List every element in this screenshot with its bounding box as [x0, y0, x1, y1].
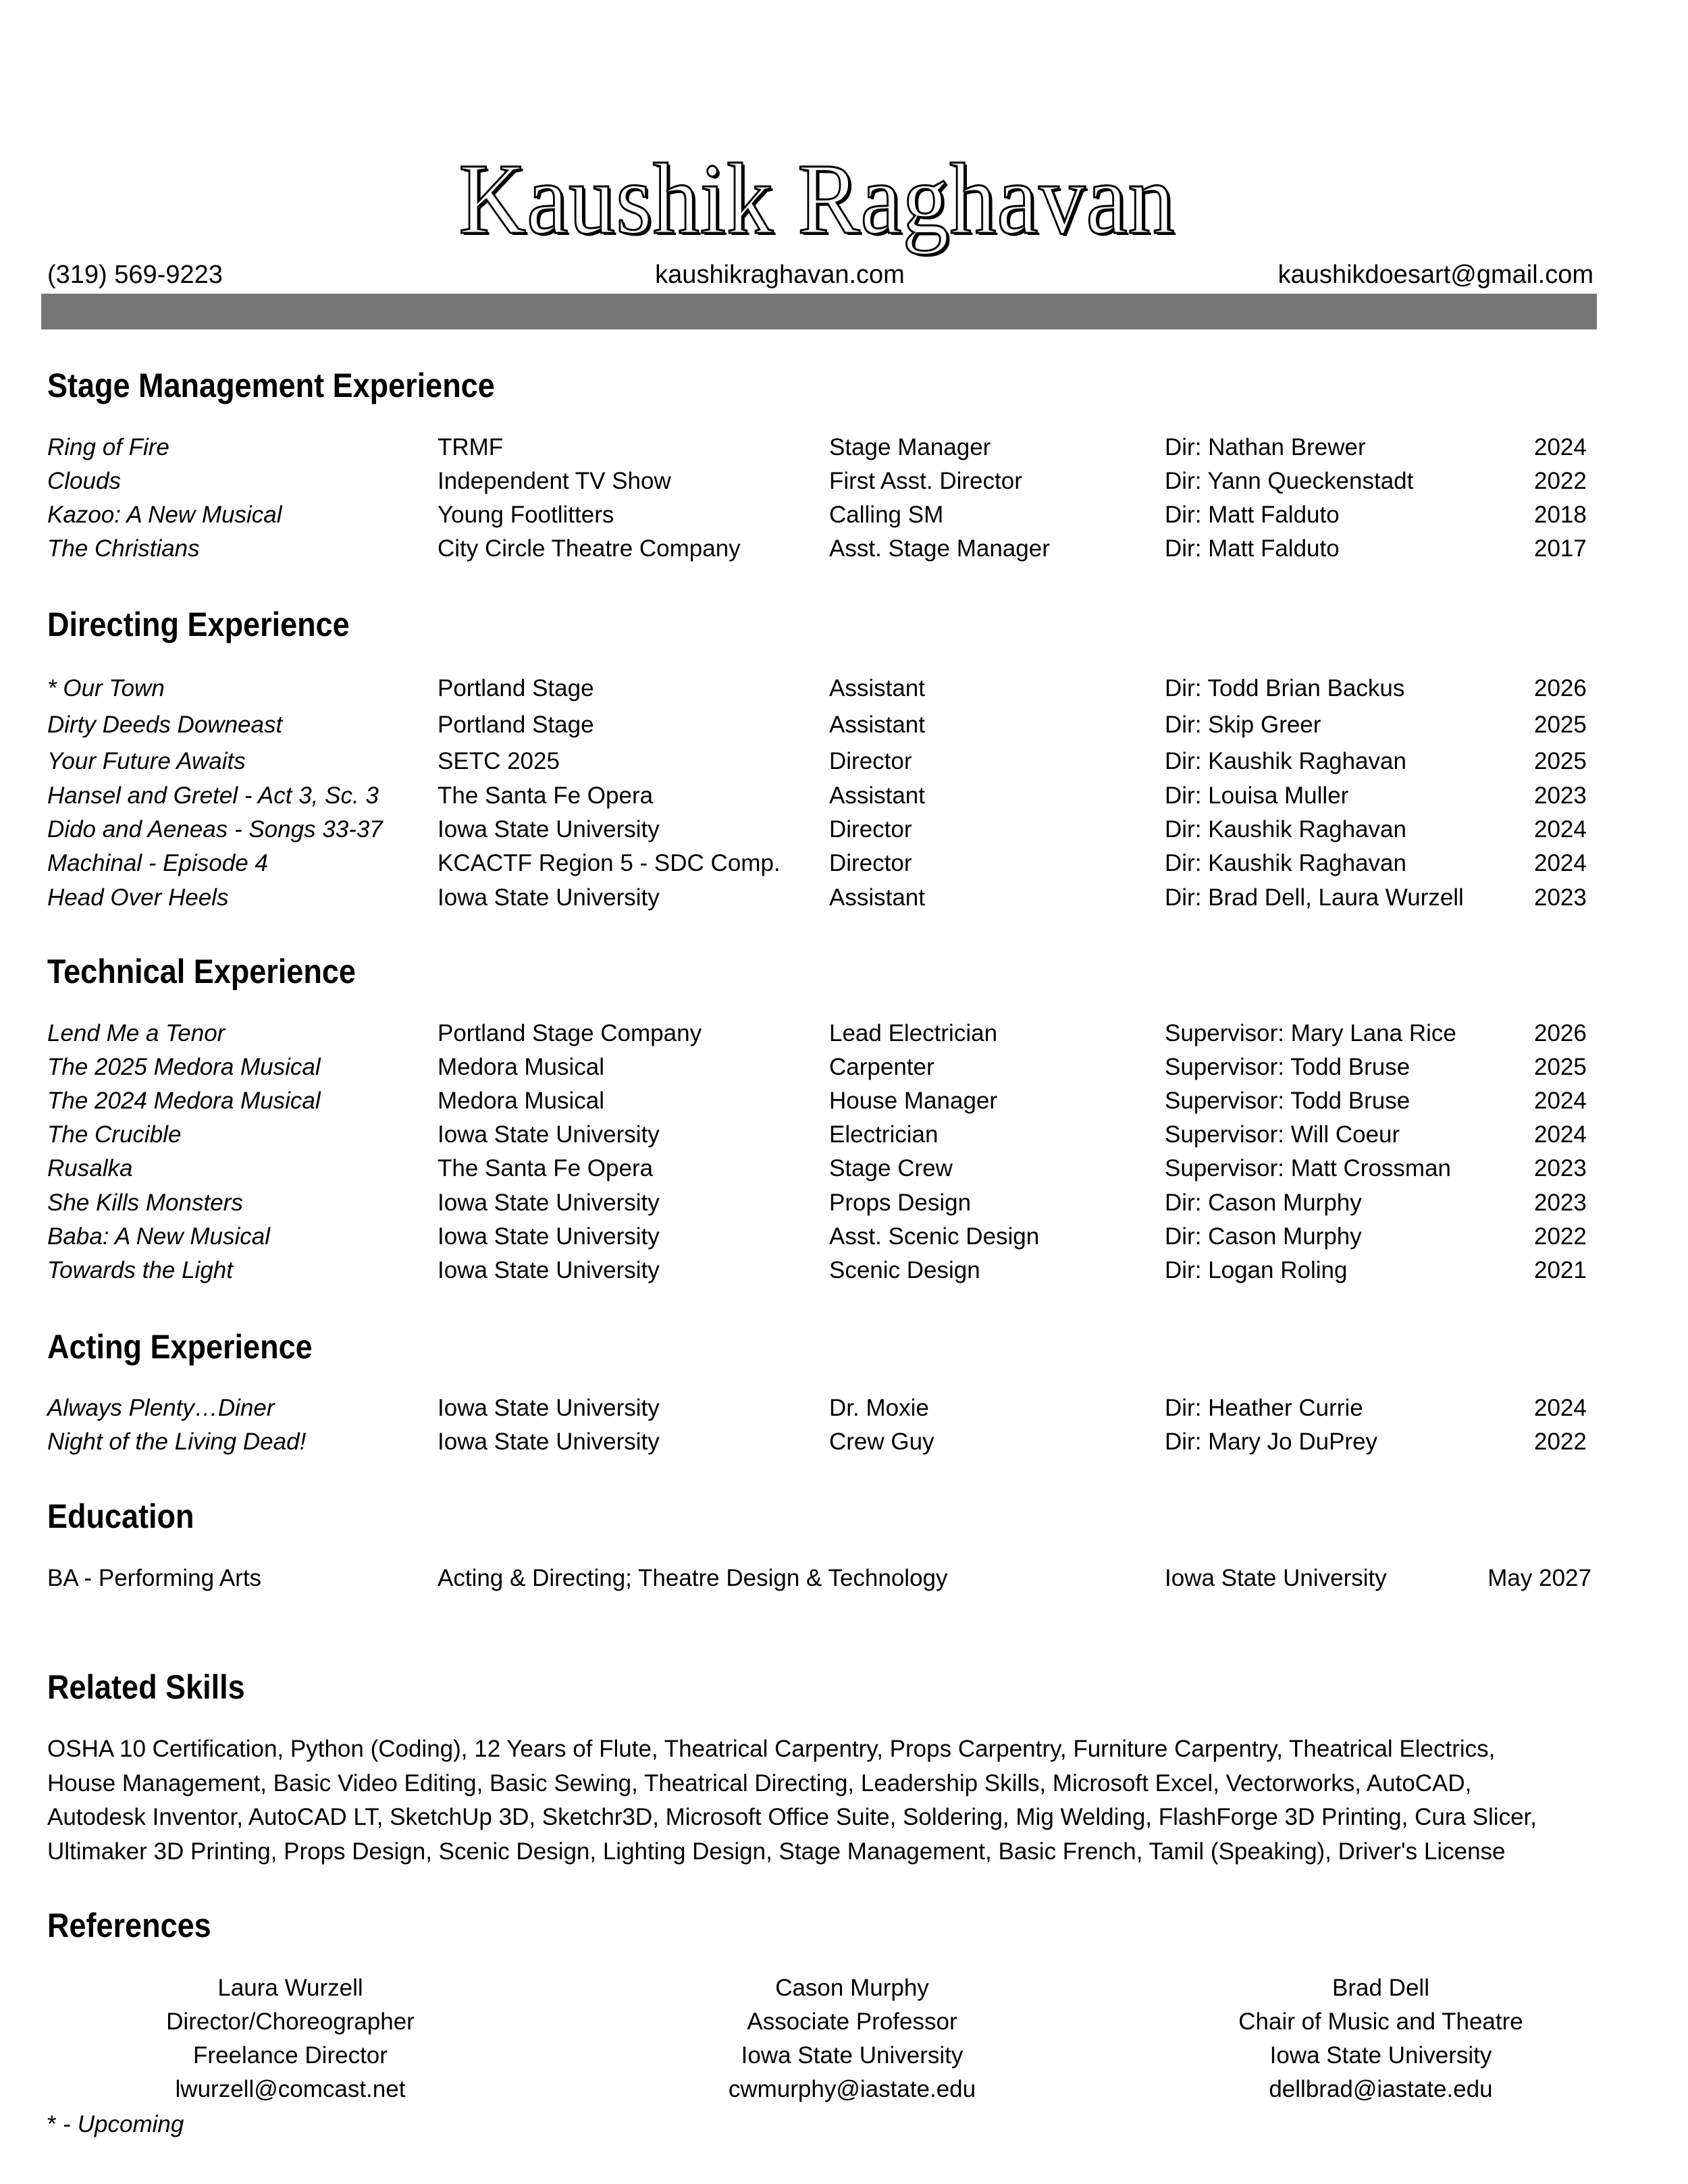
role: Electrician [829, 1121, 939, 1148]
role: Stage Crew [829, 1155, 953, 1181]
company: Iowa State University [438, 1190, 660, 1216]
year: 2026 [1534, 675, 1587, 701]
email-link[interactable]: kaushikdoesart@gmail.com [1277, 261, 1593, 289]
company: Independent TV Show [438, 468, 671, 494]
section-title-skills: Related Skills [47, 1668, 245, 1706]
production: She Kills Monsters [47, 1190, 243, 1216]
table-row [0, 498, 1688, 532]
role: Calling SM [829, 502, 944, 528]
role: Dr. Moxie [829, 1395, 929, 1421]
year: 2021 [1534, 1257, 1587, 1283]
table-row [0, 745, 1688, 778]
table-row [0, 1118, 1688, 1152]
director: Dir: Kaushik Raghavan [1165, 850, 1406, 876]
director: Dir: Nathan Brewer [1165, 434, 1366, 460]
production: Kazoo: A New Musical [47, 502, 282, 528]
reference-card [1144, 1971, 1617, 2106]
year: 2024 [1534, 1088, 1587, 1114]
role: Director [829, 850, 912, 876]
production: Machinal - Episode 4 [47, 850, 268, 876]
company: Portland Stage Company [438, 1020, 702, 1046]
website-link[interactable]: kaushikraghavan.com [655, 261, 905, 289]
director: Dir: Todd Brian Backus [1165, 675, 1405, 701]
table-row [0, 672, 1688, 705]
table-row [0, 779, 1688, 813]
production: Lend Me a Tenor [47, 1020, 226, 1046]
year: 2018 [1534, 502, 1587, 528]
contact-line [47, 258, 1593, 292]
production: Always Plenty…Diner [47, 1395, 275, 1421]
director: Dir: Logan Roling [1165, 1257, 1348, 1283]
table-row [0, 431, 1688, 464]
table-row [0, 1186, 1688, 1220]
company: Iowa State University [438, 884, 660, 911]
table-row [0, 1220, 1688, 1254]
director: Supervisor: Mary Lana Rice [1165, 1020, 1456, 1046]
role: Stage Manager [829, 434, 991, 460]
production: Ring of Fire [47, 434, 169, 460]
table-row [0, 708, 1688, 742]
director: Dir: Cason Murphy [1165, 1190, 1362, 1216]
company: Iowa State University [438, 1429, 660, 1455]
company: Portland Stage [438, 712, 594, 738]
reference-name: Laura Wurzell [217, 1975, 363, 2001]
company: KCACTF Region 5 - SDC Comp. [438, 850, 781, 876]
production: Baba: A New Musical [47, 1223, 271, 1250]
production: Hansel and Gretel - Act 3, Sc. 3 [47, 782, 379, 809]
resume-name: Kaushik Raghavan [458, 143, 1176, 255]
table-row [0, 1152, 1688, 1186]
table-row [0, 1391, 1688, 1425]
role: First Asst. Director [829, 468, 1022, 494]
director: Supervisor: Will Coeur [1165, 1121, 1400, 1148]
company: The Santa Fe Opera [438, 782, 654, 809]
year: 2023 [1534, 884, 1587, 911]
year: 2024 [1534, 816, 1587, 843]
production: Dido and Aeneas - Songs 33-37 [47, 816, 383, 843]
company: Medora Musical [438, 1054, 605, 1080]
company: SETC 2025 [438, 748, 560, 774]
focus: Acting & Directing; Theatre Design & Technology [438, 1565, 948, 1591]
production: Night of the Living Dead! [47, 1429, 307, 1455]
role: Carpenter [829, 1054, 934, 1080]
reference-org: Freelance Director [193, 2042, 388, 2069]
director: Dir: Kaushik Raghavan [1165, 748, 1406, 774]
company: Iowa State University [438, 816, 660, 843]
year: 2022 [1534, 468, 1587, 494]
skills-list [47, 1732, 1600, 1869]
reference-email[interactable]: cwmurphy@iastate.edu [728, 2076, 976, 2102]
reference-email[interactable]: dellbrad@iastate.edu [1269, 2076, 1493, 2102]
company: Iowa State University [438, 1223, 660, 1250]
production: The 2025 Medora Musical [47, 1054, 321, 1080]
table-row [0, 881, 1688, 915]
company: Iowa State University [438, 1257, 660, 1283]
director: Supervisor: Matt Crossman [1165, 1155, 1452, 1181]
company: City Circle Theatre Company [438, 535, 741, 562]
director: Dir: Heather Currie [1165, 1395, 1363, 1421]
reference-title: Chair of Music and Theatre [1238, 2008, 1523, 2035]
reference-org: Iowa State University [1269, 2042, 1492, 2069]
director: Dir: Cason Murphy [1165, 1223, 1362, 1250]
table-row [0, 1017, 1688, 1050]
year: 2023 [1534, 1190, 1587, 1216]
graduation-date: May 2027 [1487, 1565, 1591, 1591]
table-row [0, 1254, 1688, 1287]
year: 2025 [1534, 1054, 1587, 1080]
year: 2025 [1534, 748, 1587, 774]
year: 2024 [1534, 850, 1587, 876]
role: Assistant [829, 675, 925, 701]
company: TRMF [438, 434, 504, 460]
director: Dir: Mary Jo DuPrey [1165, 1429, 1378, 1455]
section-title-references: References [47, 1907, 211, 1944]
section-title-stage-management: Stage Management Experience [47, 367, 495, 404]
skills-line: House Management, Basic Video Editing, Basic Sewing, Theatrical Directing, Leadership Skills, Microsoft Excel, Vectorworks, AutoCAD, [47, 1769, 1472, 1796]
reference-name: Cason Murphy [775, 1975, 929, 2001]
role: Lead Electrician [829, 1020, 998, 1046]
production: The 2024 Medora Musical [47, 1088, 321, 1114]
year: 2026 [1534, 1020, 1587, 1046]
role: Director [829, 816, 912, 843]
header-divider-bar [41, 294, 1597, 329]
footnote [47, 2108, 184, 2141]
footnote-text: Upcoming [77, 2111, 184, 2137]
director: Dir: Matt Falduto [1165, 535, 1340, 562]
year: 2024 [1534, 1395, 1587, 1421]
table-row [0, 532, 1688, 566]
production: The Christians [47, 535, 200, 562]
company: Young Footlitters [438, 502, 614, 528]
year: 2017 [1534, 535, 1587, 562]
reference-title: Associate Professor [747, 2008, 957, 2035]
production: Towards the Light [47, 1257, 233, 1283]
company: Iowa State University [438, 1121, 660, 1148]
role: Assistant [829, 884, 925, 911]
year: 2023 [1534, 782, 1587, 809]
year: 2023 [1534, 1155, 1587, 1181]
director: Dir: Kaushik Raghavan [1165, 816, 1406, 843]
company: Medora Musical [438, 1088, 605, 1114]
table-row [0, 813, 1688, 847]
footnote-marker: * - [47, 2111, 78, 2137]
school: Iowa State University [1165, 1565, 1387, 1591]
role: Director [829, 748, 912, 774]
education-row [0, 1562, 1688, 1595]
year: 2024 [1534, 1121, 1587, 1148]
director: Dir: Yann Queckenstadt [1165, 468, 1414, 494]
production: Dirty Deeds Downeast [47, 712, 283, 738]
director: Supervisor: Todd Bruse [1165, 1088, 1410, 1114]
reference-org: Iowa State University [741, 2042, 964, 2069]
role: Props Design [829, 1190, 972, 1216]
reference-card [616, 1971, 1088, 2106]
production: * Our Town [47, 675, 165, 701]
year: 2024 [1534, 434, 1587, 460]
production: Your Future Awaits [47, 748, 246, 774]
skills-line: OSHA 10 Certification, Python (Coding), 12 Years of Flute, Theatrical Carpentry, Props Carpentry, Furniture Carpentry, Theatrical Electrics, [47, 1736, 1496, 1762]
section-title-technical: Technical Experience [47, 953, 356, 990]
reference-email[interactable]: lwurzell@comcast.net [175, 2076, 406, 2102]
table-row [0, 847, 1688, 880]
section-title-education: Education [47, 1497, 194, 1535]
phone-number: (319) 569-9223 [47, 261, 223, 289]
section-title-acting: Acting Experience [47, 1328, 313, 1366]
role: Crew Guy [829, 1429, 934, 1455]
role: Asst. Stage Manager [829, 535, 1050, 562]
role: Scenic Design [829, 1257, 980, 1283]
role: House Manager [829, 1088, 998, 1114]
company: Iowa State University [438, 1395, 660, 1421]
production: The Crucible [47, 1121, 182, 1148]
year: 2022 [1534, 1223, 1587, 1250]
director: Dir: Louisa Muller [1165, 782, 1349, 809]
section-title-directing: Directing Experience [47, 606, 350, 643]
role: Asst. Scenic Design [829, 1223, 1040, 1250]
year: 2022 [1534, 1429, 1587, 1455]
table-row [0, 1084, 1688, 1118]
skills-line: Ultimaker 3D Printing, Props Design, Scenic Design, Lighting Design, Stage Management, Basic French, Tamil (Speaking), Driver's License [47, 1838, 1506, 1865]
company: Portland Stage [438, 675, 594, 701]
production: Clouds [47, 468, 121, 494]
table-row [0, 1050, 1688, 1084]
table-row [0, 1425, 1688, 1459]
production: Head Over Heels [47, 884, 229, 911]
degree: BA - Performing Arts [47, 1565, 262, 1591]
role: Assistant [829, 712, 925, 738]
skills-line: Autodesk Inventor, AutoCAD LT, SketchUp 3D, Sketchr3D, Microsoft Office Suite, Soldering, Mig Welding, FlashForge 3D Printing, Cura Slicer, [47, 1804, 1537, 1830]
reference-name: Brad Dell [1332, 1975, 1429, 2001]
director: Dir: Matt Falduto [1165, 502, 1340, 528]
director: Dir: Brad Dell, Laura Wurzell [1165, 884, 1464, 911]
table-row [0, 464, 1688, 498]
production: Rusalka [47, 1155, 133, 1181]
director: Supervisor: Todd Bruse [1165, 1054, 1410, 1080]
year: 2025 [1534, 712, 1587, 738]
company: The Santa Fe Opera [438, 1155, 654, 1181]
role: Assistant [829, 782, 925, 809]
reference-title: Director/Choreographer [166, 2008, 415, 2035]
reference-card [54, 1971, 527, 2106]
director: Dir: Skip Greer [1165, 712, 1321, 738]
